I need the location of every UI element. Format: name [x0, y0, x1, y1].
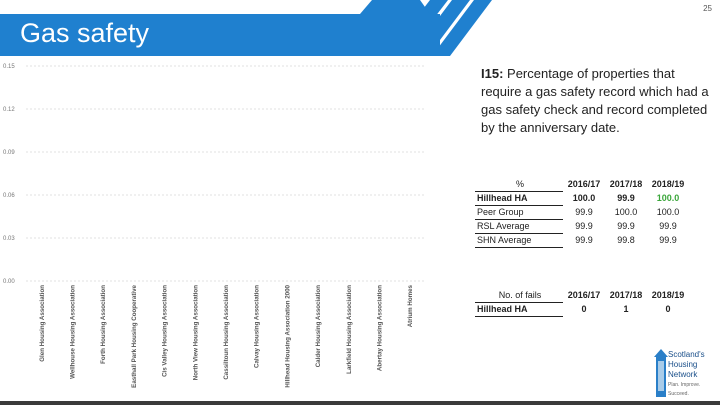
- table-cell: 99.9: [575, 207, 593, 217]
- table-cell: 99.9: [575, 235, 593, 245]
- x-tick-label: Forth Housing Association: [100, 285, 108, 364]
- header-decoration: [0, 0, 720, 56]
- table-row: [475, 219, 689, 233]
- table-row: [475, 191, 689, 205]
- logo-line: Network: [668, 370, 698, 379]
- x-tick-label: Calvay Housing Association: [253, 285, 261, 368]
- x-tick-label: Easthall Park Housing Cooperative: [130, 285, 138, 388]
- table-cell: 99.9: [575, 221, 593, 231]
- x-tick-label: Glen Housing Association: [38, 285, 46, 362]
- x-tick-label: Larkfield Housing Association: [345, 285, 353, 374]
- x-tick-label: Calder Housing Association: [315, 285, 323, 368]
- table-cell: 100.0: [614, 207, 638, 217]
- percent-table: [475, 177, 689, 248]
- x-tick-label: Cis Valley Housing Association: [161, 285, 169, 377]
- fails-table: [475, 288, 689, 317]
- row-label: Hillhead HA: [475, 302, 563, 316]
- table-cell: 99.8: [617, 235, 635, 245]
- y-tick-label: 0.06: [3, 193, 15, 199]
- row-label: Peer Group: [475, 205, 563, 219]
- row-label: SHN Average: [475, 233, 563, 247]
- logo-tagline: Plan. Improve. Succeed.: [668, 382, 701, 397]
- table-year-header: 2017/18: [609, 290, 643, 300]
- table-year-header: 2016/17: [567, 290, 601, 300]
- row-label: RSL Average: [475, 219, 563, 233]
- table-row: [475, 233, 689, 247]
- table-year-header: 2018/19: [651, 290, 685, 300]
- table-year-header: 2018/19: [651, 179, 685, 189]
- indicator-code: I15:: [481, 66, 504, 81]
- footer-bar: [0, 401, 720, 405]
- x-tick-label: Abertay Housing Association: [376, 285, 384, 372]
- table-cell: 100.0: [656, 207, 680, 217]
- indicator-description: [481, 65, 711, 137]
- x-tick-label: Hillhead Housing Association 2000: [284, 285, 292, 388]
- table-cell: 100.0: [572, 193, 596, 203]
- x-tick-label: Wellhouse Housing Association: [69, 285, 77, 379]
- table-cell: 1: [623, 304, 629, 314]
- logo-line: Scotland's: [668, 350, 705, 359]
- table-row: [475, 205, 689, 219]
- table-cell: 99.9: [617, 193, 635, 203]
- table-cell: 99.9: [617, 221, 635, 231]
- table-row: [475, 302, 689, 316]
- y-tick-label: 0.03: [3, 236, 15, 242]
- page-title: Gas safety: [20, 18, 150, 48]
- row-label: Hillhead HA: [475, 191, 563, 205]
- table-header-label: No. of fails: [498, 289, 542, 300]
- slide-number: 25: [703, 4, 712, 13]
- y-tick-label: 0.12: [3, 107, 15, 113]
- table-header-row: [475, 288, 689, 302]
- x-tick-label: North View Housing Association: [192, 285, 200, 381]
- table-header-label: %: [515, 178, 524, 189]
- logo-line: Housing: [668, 360, 698, 369]
- indicator-text: Percentage of properties that require a gas safety record which had a gas safety check and record completed by the anniversary date.: [481, 66, 709, 135]
- y-tick-label: 0.09: [3, 150, 15, 156]
- table-cell: 0: [665, 304, 671, 314]
- x-tick-label: Cassiltoun Housing Association: [223, 285, 230, 380]
- table-cell: 100.0: [656, 193, 680, 203]
- x-tick-label: Atrium Homes: [407, 285, 415, 328]
- table-cell: 99.9: [659, 221, 677, 231]
- bar-chart: [0, 56, 430, 405]
- table-year-header: 2017/18: [609, 179, 643, 189]
- table-year-header: 2016/17: [567, 179, 601, 189]
- table-header-row: [475, 177, 689, 191]
- table-cell: 0: [581, 304, 587, 314]
- y-tick-label: 0.00: [3, 279, 15, 285]
- table-cell: 99.9: [659, 235, 677, 245]
- y-tick-label: 0.15: [3, 64, 15, 70]
